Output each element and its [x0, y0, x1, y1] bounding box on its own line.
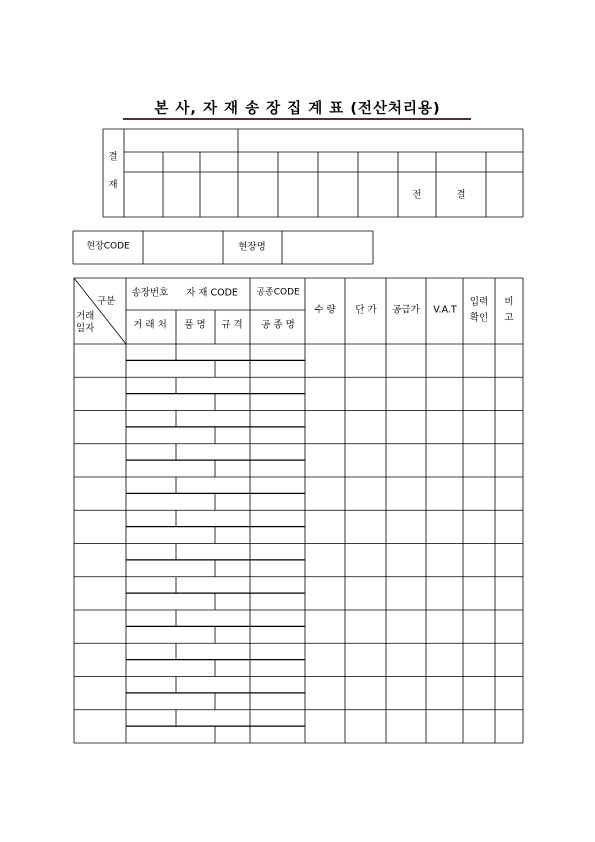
site-name-label: 현장명 [238, 241, 266, 253]
header-supply-price: 공급가 [392, 304, 420, 316]
corner-header-category: 구분 [97, 296, 116, 307]
corner-header-date-1: 거래 [76, 311, 95, 322]
approval-jeon: 전 [412, 189, 422, 201]
site-code-label: 현장CODE [86, 241, 130, 252]
header-work-code: 공종CODE [256, 287, 300, 298]
corner-diagonal [74, 278, 126, 344]
header-work-name: 공 종 명 [261, 319, 295, 331]
header-vat: V.A.T [433, 304, 457, 316]
approval-gyeol: 결 [456, 189, 466, 201]
header-material-code: 자 재 CODE [186, 287, 238, 299]
header-input-check-2: 확인 [469, 312, 489, 324]
header-spec: 규 격 [221, 319, 243, 331]
header-unit-price: 단 가 [355, 304, 377, 316]
page-title: 본 사, 자 재 송 장 집 계 표 (전산처리용) [154, 101, 441, 117]
header-remark-2: 고 [504, 312, 514, 324]
header-trader: 거 래 처 [133, 319, 167, 331]
header-remark-1: 비 [504, 296, 514, 308]
approval-label-bottom: 재 [108, 179, 118, 191]
corner-header-date-2: 일자 [76, 323, 95, 334]
header-input-check-1: 입력 [469, 296, 489, 308]
header-qty: 수 량 [314, 304, 336, 316]
approval-label-top: 결 [108, 151, 118, 163]
header-item-name: 품 명 [184, 319, 206, 331]
header-invoice-no: 송장번호 [131, 287, 169, 299]
